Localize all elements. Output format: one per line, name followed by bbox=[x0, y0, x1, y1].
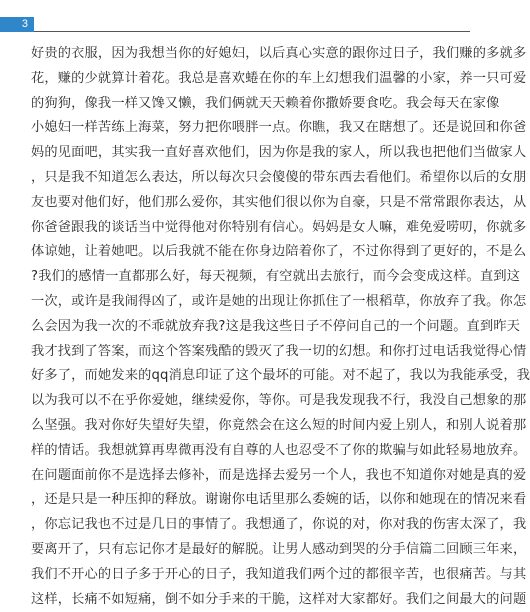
text-line: ?我们的感情一直都那么好，每天视频，有空就出去旅行，而今会变成这样。直到这 bbox=[31, 269, 521, 285]
text-line: 的狗狗，像我一样又馋又懒，我们俩就天天赖着你撒娇要食吃。我会每天在家像 bbox=[31, 95, 500, 111]
text-line: 我才找到了答案，而这个答案残酷的毁灭了我一切的幻想。和你打过电话我觉得心情 bbox=[31, 343, 527, 359]
text-line: 友也要对他们好，他们那么爱你，其实他们很以你为自豪，只是不常常跟你表达，从 bbox=[31, 194, 527, 210]
text-line: 以为我可以不在乎你爱她，继续爱你，等你。可是我发现我不行，我没自己想象的那 bbox=[31, 393, 527, 409]
text-line: 么坚强。我对你好失望好失望，你竟然会在这么短的时间内爱上别人，和别人说着那 bbox=[31, 417, 527, 433]
text-line: 这样，长痛不如短痛，倒不如分手来的干脆，这样对大家都好。我们之间最大的问题 bbox=[31, 591, 527, 607]
text-line: ，只是我不知道怎么表达，所以每次只会傻傻的带东西去看他们。希望你以后的女朋 bbox=[31, 169, 527, 185]
page-number-badge: 3 bbox=[0, 17, 34, 32]
text-line: 花，赚的少就算计着花。我总是喜欢蜷在你的车上幻想我们温馨的小家，养一只可爱 bbox=[31, 70, 527, 86]
text-line: 我们不开心的日子多于开心的日子，我知道我们两个过的都很辛苦，也很痛苦。与其 bbox=[31, 566, 527, 582]
document-body bbox=[31, 42, 530, 610]
text-line: 要离开了，只有忘记你才是最好的解脱。让男人感动到哭的分手信篇二回顾三年来， bbox=[31, 541, 527, 557]
text-line: ，你忘记我也不过是几日的事情了。我想通了，你说的对，你对我的伤害太深了，我 bbox=[31, 517, 527, 533]
text-line: 好多了，而她发来的qq消息印证了这个最坏的可能。对不起了，我以为我能承受，我 bbox=[31, 368, 530, 384]
text-line: ，还是只是一种压抑的释放。谢谢你电话里那么委婉的话，以你和她现在的情况来看 bbox=[31, 492, 527, 508]
text-line: 小媳妇一样苦练上海菜，努力把你喂胖一点。你瞧，我又在瞎想了。还是说回和你爸 bbox=[31, 120, 527, 136]
text-line: 你爸爸跟我的谈话当中觉得他对你特别有信心。妈妈是女人嘛，难免爱唠叨，你就多 bbox=[31, 219, 527, 235]
text-line: 一次，或许是我闹得凶了，或许是她的出现让你抓住了一根稻草，你放弃了我。你怎 bbox=[31, 293, 527, 309]
text-line: 在问题面前你不是选择去修补，而是选择去爱另一个人，我也不知道你对她是真的爱 bbox=[31, 467, 527, 483]
text-line: 体谅她，让着她吧。以后我就不能在你身边陪着你了，不过你得到了更好的，不是么 bbox=[31, 244, 527, 260]
text-line: 么会因为我一次的不乖就放弃我?这是我这些日子不停问自己的一个问题。直到昨天 bbox=[31, 318, 521, 334]
page-header bbox=[0, 0, 500, 40]
text-line: 好贵的衣服，因为我想当你的好媳妇，以后真心实意的跟你过日子，我们赚的多就多 bbox=[31, 46, 527, 61]
text-line: 妈的见面吧，其实我一直好喜欢他们，因为你是我的家人，所以我也把他们当做家人 bbox=[31, 145, 527, 161]
text-line: 样的情话。我想就算再卑微再没有自尊的人也忍受不了你的欺骗与如此轻易地放弃。 bbox=[31, 442, 527, 458]
header-divider bbox=[34, 31, 470, 32]
